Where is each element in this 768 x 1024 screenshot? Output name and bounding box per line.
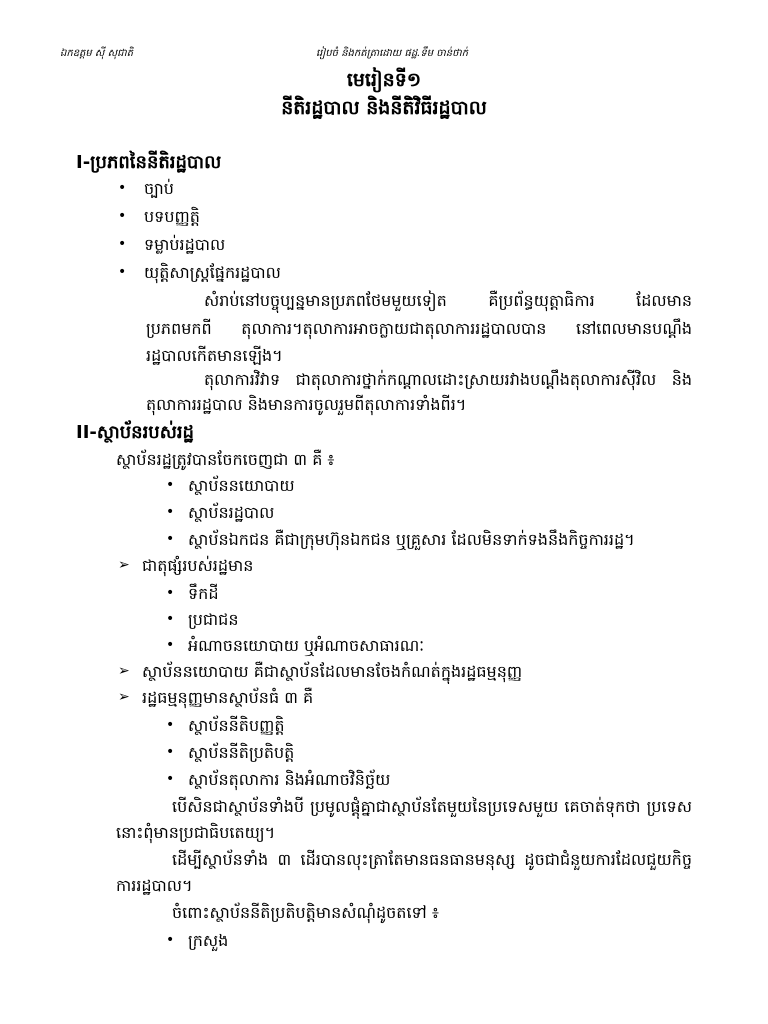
paragraph-line: រដ្ឋបាលកើតមានឡើង។ bbox=[146, 346, 283, 365]
list-item: បទបញ្ញត្តិ bbox=[144, 207, 200, 226]
lesson-subtitle: នីតិរដ្ឋបាល និងនីតិវិធីរដ្ឋបាល bbox=[281, 97, 487, 119]
list-item: ស្ថាប័នរដ្ឋបាល bbox=[188, 503, 275, 522]
bullet-icon: • bbox=[166, 717, 175, 733]
bullet-icon: • bbox=[118, 236, 127, 252]
list-item: ច្បាប់ bbox=[144, 179, 174, 198]
arrow-bullet-icon: ➢ bbox=[118, 663, 130, 679]
bullet-icon: • bbox=[166, 504, 175, 520]
bullet-icon: • bbox=[118, 208, 127, 224]
paragraph-line: សំរាប់នៅបច្ចុប្បន្នមានប្រភពថែមមួយទៀត គឺប្រព័ន្ធយុត្តាធិការ ដែលមាន bbox=[204, 291, 692, 310]
list-item: ប្រជាជន bbox=[188, 610, 239, 629]
list-item: ស្ថាប័ននីតិបញ្ញត្តិ bbox=[188, 716, 285, 735]
section-heading-institutions: II-ស្ថាប័នរបស់រដ្ឋ bbox=[76, 422, 194, 443]
list-item: ក្រសួង bbox=[188, 931, 229, 950]
list-item: ស្ថាប័ននយោបាយ bbox=[188, 476, 295, 495]
paragraph-line: តុលាការរដ្ឋបាល និងមានការចូលរួមពីតុលាការទាំងពីរ។ bbox=[146, 395, 467, 414]
paragraph-line: នោះពុំមានប្រជាធិបតេយ្យ។ bbox=[116, 823, 276, 842]
bullet-icon: • bbox=[166, 932, 175, 948]
arrow-bullet-icon: ➢ bbox=[118, 689, 130, 705]
header-center: រៀបចំ និងកត់ត្រាដោយ ផដ្ឋ.ទឹម ចាន់ថាក់ bbox=[316, 48, 468, 59]
section-heading-sources: I-ប្រភពនៃនីតិរដ្ឋបាល bbox=[76, 152, 222, 173]
list-item: យុត្តិសាស្ត្រផ្នែករដ្ឋបាល bbox=[144, 263, 281, 282]
section-intro: ស្ថាប័នរដ្ឋត្រូវបានចែកចេញជា ៣ គឺ ៖ bbox=[116, 450, 335, 469]
paragraph-line: បើសិនជាស្ថាប័នទាំងបី ប្រមូលផ្តុំគ្នាជាស្ថាប័នតែមួយនៃប្រទេសមួយ គេចាត់ទុកថា ប្រទេស bbox=[172, 797, 692, 816]
bullet-icon: • bbox=[118, 264, 127, 280]
list-item: ស្ថាប័ននីតិប្រតិបត្តិ bbox=[188, 743, 295, 762]
paragraph-line: ការរដ្ឋបាល។ bbox=[116, 876, 193, 895]
paragraph-line: ចំពោះស្ថាប័ននីតិប្រតិបត្តិមានសំណុំដូចតទៅ ៖ bbox=[172, 903, 439, 922]
bullet-icon: • bbox=[166, 771, 175, 787]
arrow-bullet-icon: ➢ bbox=[118, 557, 130, 573]
paragraph-line: ដើម្បីស្ថាប័នទាំង ៣ ដើរបានលុះត្រាតែមានធនធានមនុស្ស ដូចជាជំនួយការដែលជួយកិច្ច bbox=[172, 850, 692, 869]
paragraph-line: តុលាការវិវាទ ជាតុលាការថ្នាក់កណ្តាលដោះស្រាយរវាងបណ្តឹងតុលាការស៊ីវិល និង bbox=[204, 370, 692, 389]
list-item: ស្ថាប័នតុលាការ និងអំណាចវិនិច្ឆ័យ bbox=[188, 770, 391, 789]
arrow-item: រដ្ឋធម្មនុញ្ញមានស្ថាប័នធំ ៣ គឺ bbox=[142, 688, 314, 707]
list-item: ស្ថាប័នឯកជន គឺជាក្រុមហ៊ុនឯកជន ឬគ្រួសារ ដែលមិនទាក់ទងនឹងកិច្ចការរដ្ឋ។ bbox=[188, 530, 635, 549]
bullet-icon: • bbox=[166, 585, 175, 601]
bullet-icon: • bbox=[166, 611, 175, 627]
list-item: ទឹកដី bbox=[188, 584, 219, 603]
bullet-icon: • bbox=[166, 637, 175, 653]
bullet-icon: • bbox=[166, 744, 175, 760]
lesson-title: មេរៀនទី១ bbox=[346, 69, 422, 91]
header-left: ឯកឧត្តម ស៊ី សុជាតិ bbox=[60, 48, 134, 59]
paragraph-line: ប្រភពមកពី តុលាការ។តុលាការអាចក្លាយជាតុលាការរដ្ឋបាលបាន នៅពេលមានបណ្តឹង bbox=[146, 319, 692, 338]
arrow-item: ស្ថាប័ននយោបាយ គឺជាស្ថាប័នដែលមានចែងកំណត់ក្នុងរដ្ឋធម្មនុញ្ញ bbox=[142, 662, 523, 681]
bullet-icon: • bbox=[166, 477, 175, 493]
bullet-icon: • bbox=[166, 531, 175, 547]
bullet-icon: • bbox=[118, 180, 127, 196]
arrow-item: ជាតុផ្សំរបស់រដ្ឋមាន bbox=[142, 556, 254, 575]
list-item: ទម្លាប់រដ្ឋបាល bbox=[144, 235, 226, 254]
list-item: អំណាចនយោបាយ ឬអំណាចសាធារណៈ bbox=[188, 636, 425, 655]
